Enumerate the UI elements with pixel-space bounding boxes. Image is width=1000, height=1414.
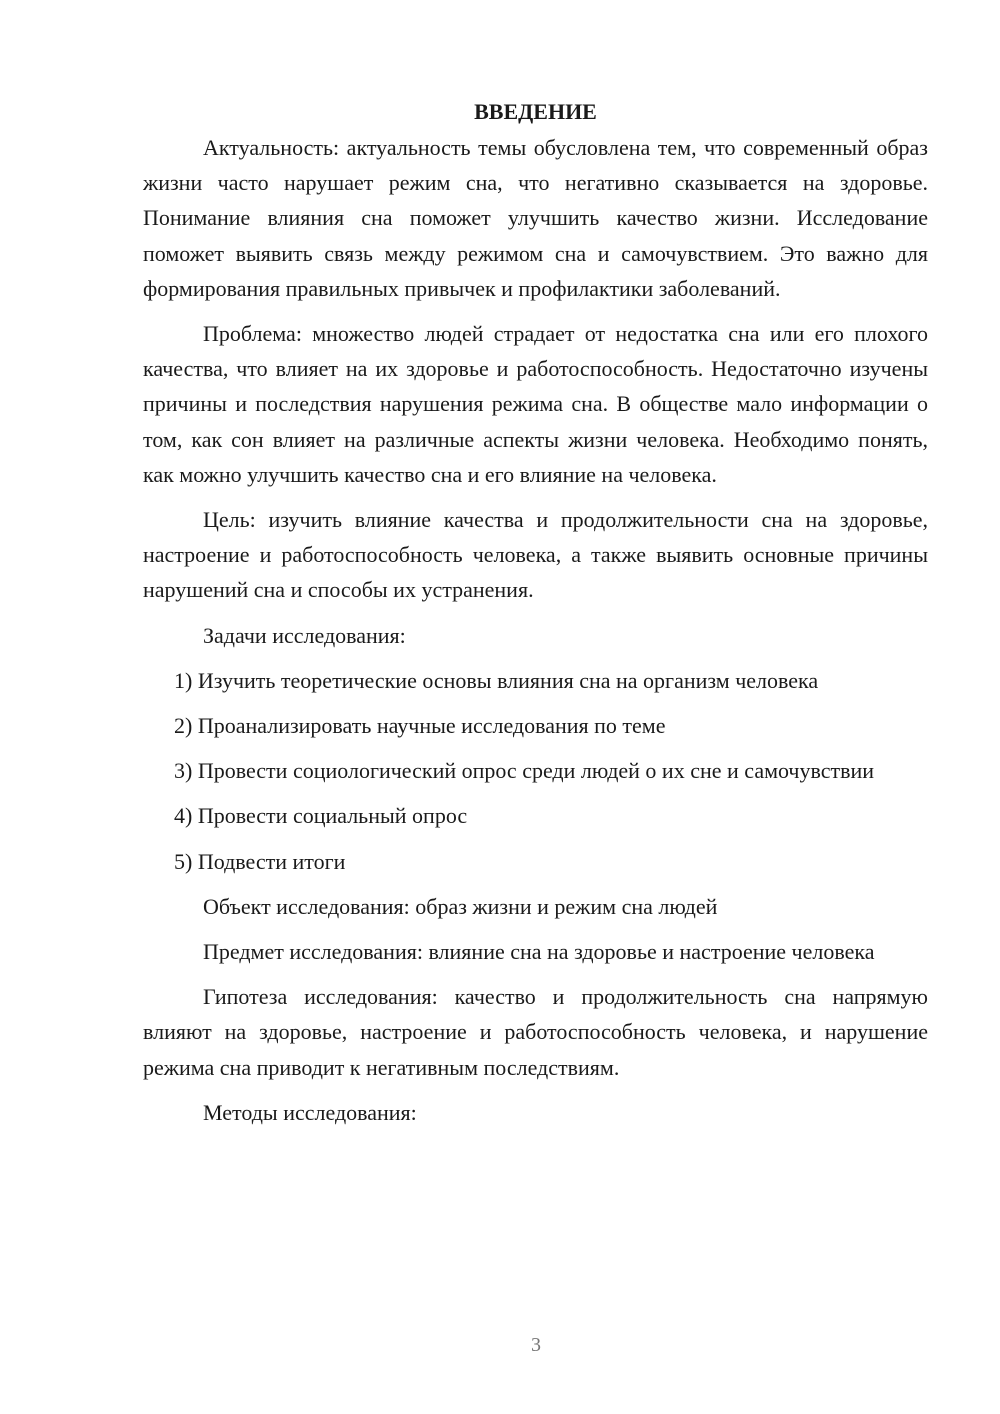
paragraph-methods: Методы исследования:	[203, 1099, 417, 1125]
paragraph-problem: Проблема: множество людей страдает от недостатка сна или его плохого качества, что влияет на их здоровье и работоспособность. Недостаточно изучены причины и последствия нарушения режима сна. В обществе мало информации о том, как сон влияет на различные аспекты жизни человека. Необходимо понять, как можно улучшить качество сна и его влияние на человека.	[143, 321, 928, 487]
page-title: ВВЕДЕНИЕ	[474, 99, 597, 124]
paragraph-relevance: Актуальность: актуальность темы обусловлена тем, что современный образ жизни часто нарушает режим сна, что негативно сказывается на здоровье. Понимание влияния сна поможет улучшить качество жизни. Исследование поможет выявить связь между режимом сна и самочувствием. Это важно для формирования правильных привычек и профилактики заболеваний.	[143, 135, 928, 301]
paragraph-subject: Предмет исследования: влияние сна на здоровье и настроение человека	[203, 939, 875, 965]
paragraph-hypothesis: Гипотеза исследования: качество и продолжительность сна напрямую влияют на здоровье, настроение и работоспособность человека, и нарушение режима сна приводит к негативным последствиям.	[143, 984, 928, 1080]
list-item: 3) Провести социологический опрос среди людей о их сне и самочувствии	[174, 758, 875, 784]
list-item: 4) Провести социальный опрос	[174, 803, 468, 829]
list-item: 5) Подвести итоги	[174, 848, 346, 874]
document-page	[143, 94, 928, 1130]
list-item: 1) Изучить теоретические основы влияния сна на организм человека	[174, 667, 819, 693]
paragraph-tasks-heading: Задачи исследования:	[203, 622, 406, 648]
paragraph-goal: Цель: изучить влияние качества и продолжительности сна на здоровье, настроение и работоспособность человека, а также выявить основные причины нарушений сна и способы их устранения.	[143, 507, 928, 603]
paragraph-object: Объект исследования: образ жизни и режим сна людей	[203, 893, 718, 919]
list-item: 2) Проанализировать научные исследования по теме	[174, 713, 666, 739]
page-number: 3	[531, 1334, 541, 1356]
